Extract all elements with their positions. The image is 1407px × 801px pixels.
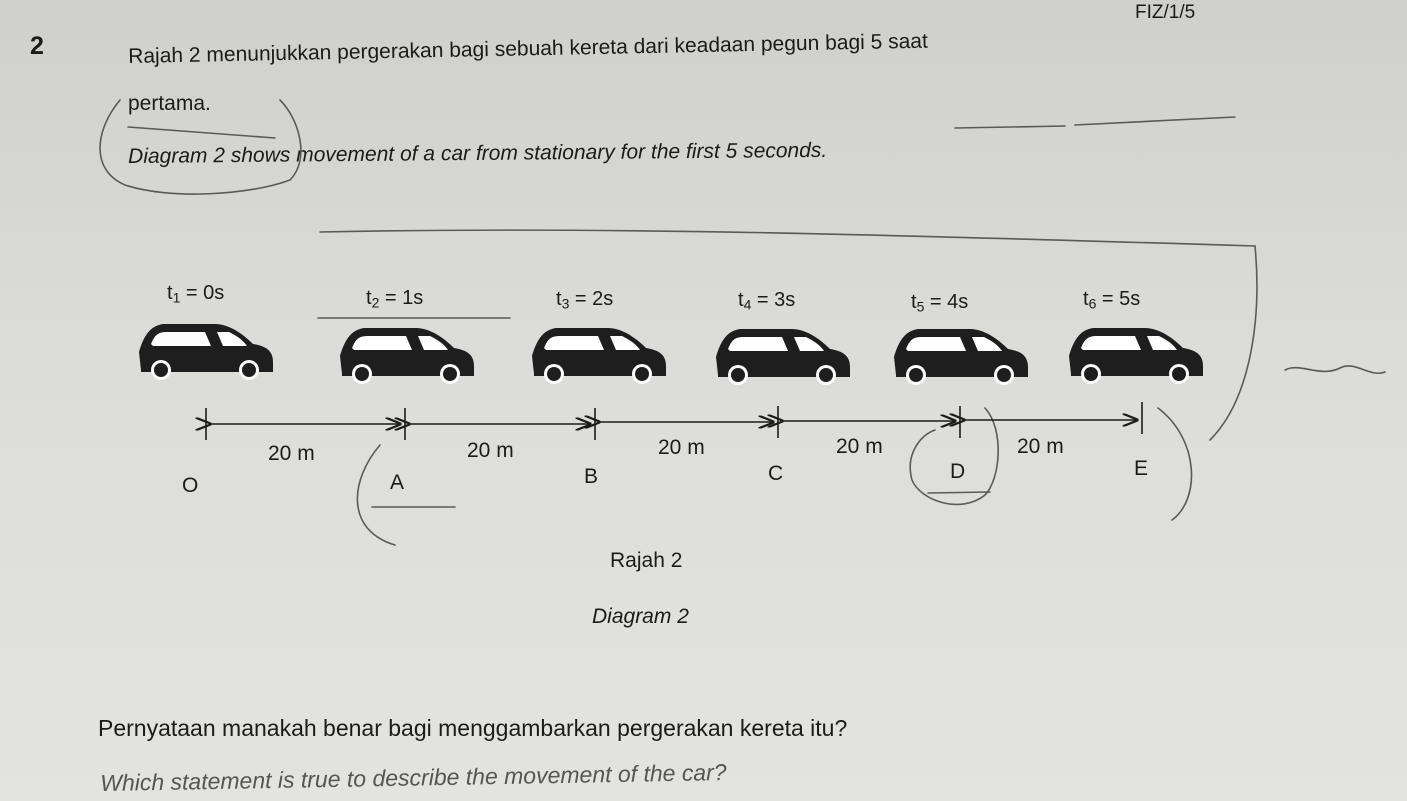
time-label-t1: $t_1 = 0s$ [167, 282, 225, 306]
question-ms: Pernyataan manakah benar bagi menggambarkan pergerakan kereta itu? [98, 715, 848, 741]
point-label-d: D [950, 460, 966, 483]
point-label-o: O [182, 474, 199, 497]
distance-label-de: 20 m [1017, 435, 1064, 458]
question-number: 2 [30, 32, 44, 60]
statement-ms-line2: pertama. [128, 92, 211, 115]
distance-label-cd: 20 m [836, 435, 883, 458]
time-label-t6: $t_6 = 5s$ [1083, 288, 1141, 312]
distance-label-oa: 20 m [268, 442, 315, 465]
distance-label-bc: 20 m [658, 436, 705, 459]
time-label-t2: $t_2 = 1s$ [366, 287, 424, 311]
diagram-caption-en: Diagram 2 [592, 605, 689, 628]
time-label-t3: $t_3 = 2s$ [556, 288, 614, 312]
point-label-a: A [390, 471, 405, 494]
distance-label-ab: 20 m [467, 439, 514, 462]
page-code: FIZ/1/5 [1135, 2, 1196, 23]
statement-ms-line1: Rajah 2 menunjukkan pergerakan bagi sebuah kereta dari keadaan pegun bagi 5 saat [128, 29, 929, 68]
diagram-caption-ms: Rajah 2 [610, 549, 683, 572]
question-en: Which statement is true to describe the movement of the car? [100, 759, 727, 796]
time-label-t4: $t_4 = 3s$ [738, 289, 796, 313]
point-label-e: E [1134, 457, 1149, 480]
time-label-t5: $t_5 = 4s$ [911, 291, 969, 315]
statement-en: Diagram 2 shows movement of a car from stationary for the first 5 seconds. [128, 138, 828, 168]
point-label-c: C [768, 462, 784, 485]
point-label-b: B [584, 465, 599, 488]
